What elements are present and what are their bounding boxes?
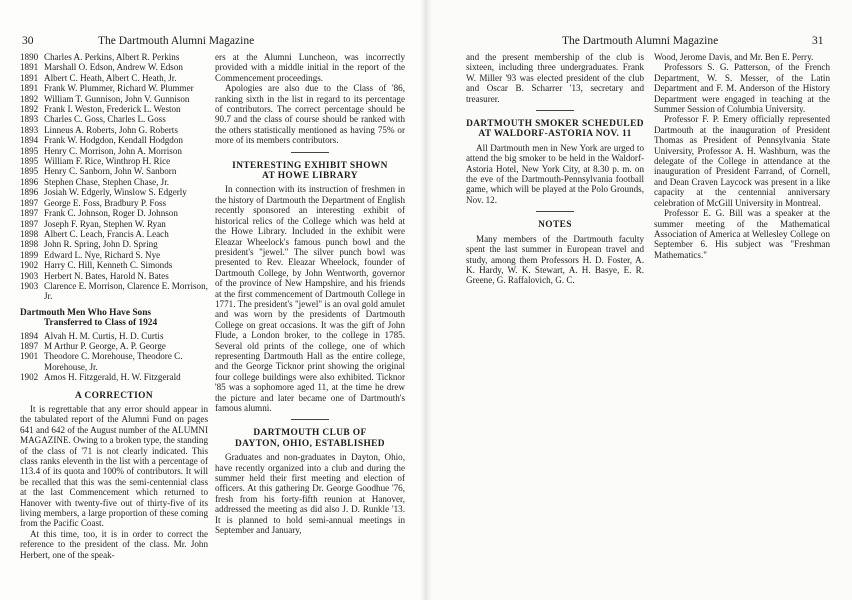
list-item: [20, 219, 208, 229]
member-names: William T. Gunnison, John V. Gunnison: [44, 93, 190, 104]
member-names: Clarence E. Morrison, Clarence E. Morrison, Jr.: [44, 280, 208, 302]
right-page: [426, 0, 852, 600]
list-item: [20, 94, 208, 104]
class-year: 1894: [20, 135, 39, 146]
list-item: [20, 372, 208, 382]
class-year: 1892: [20, 104, 39, 115]
list-item: [20, 229, 208, 239]
left-running-title: The Dartmouth Alumni Magazine: [98, 35, 255, 47]
member-names: Henry C. Sanborn, John W. Sanborn: [44, 166, 177, 177]
list-item: [20, 146, 208, 156]
list-item: [20, 271, 208, 281]
list-item: [20, 281, 208, 302]
smoker-paragraph: All Dartmouth men in New York are urged to attend the big smoker to be held in the Waldorf-Astoria Hotel, New York City, at 8.30 p. m. on the eve of the Dartmouth-Pennsylvania football game, which will be played at the Polo Grounds, Nov. 12.: [466, 142, 644, 205]
member-names: Frank W. Plummer, Richard W. Plummer: [44, 83, 194, 94]
smoker-heading: [466, 119, 644, 140]
section-rule: [291, 419, 329, 420]
member-names: Henry C. Morrison, John A. Morrison: [44, 145, 182, 156]
list-item: [20, 331, 208, 341]
list-item: [20, 83, 208, 93]
notes-continuation: Wood, Jerome Davis, and Mr. Ben E. Perry.: [654, 52, 814, 62]
correction-paragraph-2: At this time, too, it is in order to correct the reference to the president of the class. Mr. John Herbert, one of the speak-: [20, 528, 208, 560]
list-item: [20, 52, 208, 62]
correction-heading: A CORRECTION: [75, 390, 153, 401]
right-column-2: [654, 52, 830, 260]
member-names: Stephen Chase, Stephen Chase, Jr.: [44, 176, 170, 187]
list-item: [20, 104, 208, 114]
notes-paragraph: Many members of the Dartmouth faculty spent the last summer in European travel and study, among them Professors H. D. Foster, A. K. Hardy, W. K. Stewart, A. H. Basye, E. R. Greene, G. Raffalovich, G. C.: [466, 233, 644, 286]
class-year: 1896: [20, 176, 39, 187]
list-item: [20, 341, 208, 351]
list-item: [20, 73, 208, 83]
summer-session-paragraph: Professors S. G. Patterson, of the French Department, W. S. Messer, of the Latin Department and F. M. Anderson of the History Department were engaged in teaching at the Summer Session of Columbia University.: [654, 62, 830, 115]
right-running-title: The Dartmouth Alumni Magazine: [562, 35, 719, 47]
dayton-heading-line2: DAYTON, OHIO, ESTABLISHED: [235, 438, 385, 449]
class-year: 1893: [20, 114, 39, 125]
member-names: Charles A. Perkins, Albert R. Perkins: [44, 52, 180, 62]
class-year: 1903: [20, 280, 39, 291]
left-page-number: 30: [22, 35, 34, 47]
math-association-paragraph: Professor E. G. Bill was a speaker at the summer meeting of the Mathematical Association of America at Wellesley College on September 6. His subject was "Freshman Mathematics.": [654, 208, 830, 260]
class-year: 1902: [20, 260, 39, 271]
list-item: [20, 187, 208, 197]
list-item: [20, 198, 208, 208]
member-names: Joseph F. Ryan, Stephen W. Ryan: [44, 218, 166, 229]
list-item: [20, 260, 208, 270]
section-rule: [291, 152, 329, 153]
smoker-heading-line1: DARTMOUTH SMOKER SCHEDULED: [466, 119, 644, 130]
dayton-heading-line1: DARTMOUTH CLUB OF: [253, 428, 367, 439]
dayton-heading: [215, 428, 405, 449]
member-names: Linneus A. Roberts, John G. Roberts: [44, 124, 178, 135]
member-names: John R. Spring, John D. Spring: [44, 239, 158, 250]
exhibit-paragraph: In connection with its instruction of freshmen in the history of Dartmouth the Department of English recently sponsored an interesting exhibit of historical relics of the College which was held at the Howe Library. Included in the exhibit were Eleazar Wheelock's famous punch bowl and the president's "jewel." The silver punch bowl was presented to Rev. Eleazar Wheelock, founder of Dartmouth College, by John Wentworth, governor of the province of New Hampshire, and his friends at the first commencement of Dartmouth College in 1771. The president's "jewel" is an oval gold amulet and was worn by the presidents of Dartmouth College on great occasions. It was the gift of John Flude, a London broker, to the college in 1785. Several old prints of the college, one of which representing Dartmouth Hall as the entire college, and the George Ticknor print showing the original four college buildings were also exhibited. Ticknor '85 was a sophomore aged 11, at the time he drew the picture and later became one of Dartmouth's famous alumni.: [215, 184, 405, 413]
list-item: [20, 125, 208, 135]
exhibit-heading-line2: AT HOWE LIBRARY: [262, 171, 358, 182]
class-year: 1891: [20, 62, 39, 73]
class-year: 1892: [20, 93, 39, 104]
class-year: 1893: [20, 124, 39, 135]
class-year: 1898: [20, 228, 39, 239]
member-names: Marshall O. Edson, Andrew W. Edson: [44, 62, 183, 73]
class-list: [20, 52, 208, 302]
class-year: 1895: [20, 156, 39, 167]
apologies-paragraph: Apologies are also due to the Class of '86, ranking sixth in the list in regard to its percentage of contributors. The correct percentage should be 90.7 and the class of course should be ranked with the others statistically mentioned as having 75% or more of its members contributors.: [215, 83, 405, 146]
list-item: [20, 177, 208, 187]
list-item: [20, 114, 208, 124]
member-names: Josiah W. Edgerly, Winslow S. Edgerly: [44, 187, 187, 198]
class-year: 1890: [20, 52, 39, 62]
class-year: 1897: [20, 340, 39, 351]
member-names: Alvah H. M. Curtis, H. D. Curtis: [44, 330, 164, 341]
class-year: 1901: [20, 351, 39, 362]
exhibit-heading-line1: INTERESTING EXHIBIT SHOWN: [232, 160, 388, 171]
member-names: Herbert N. Bates, Harold N. Bates: [44, 270, 169, 281]
class-year: 1897: [20, 197, 39, 208]
class-year: 1895: [20, 145, 39, 156]
list-item: [20, 135, 208, 145]
list-item: [20, 250, 208, 260]
exhibit-heading: [215, 161, 405, 182]
member-names: William F. Rice, Winthrop H. Rice: [44, 156, 171, 167]
class-year: 1897: [20, 208, 39, 219]
class-year: 1895: [20, 166, 39, 177]
sons-heading-line2: Transferred to Class of 1924: [44, 318, 158, 329]
member-names: Frank C. Johnson, Roger D. Johnson: [44, 208, 178, 219]
delegates-paragraph: Professor F. P. Emery officially represented Dartmouth at the inauguration of President Thomas as President of Pennsylvania State University, Professor A. H. Washburn, was the delegate of the College in attendance at the inauguration of President Farrand, of Cornell, and Dean Craven Laycock was present in a like capacity at the centennial anniversary celebration of McGill University in Montreal.: [654, 114, 830, 208]
right-column-1: [466, 52, 644, 286]
class-year: 1891: [20, 72, 39, 83]
list-item: [20, 239, 208, 249]
list-item: [20, 62, 208, 72]
member-names: Frank I. Weston, Frederick L. Weston: [44, 104, 181, 115]
section-rule: [536, 110, 574, 111]
member-names: Edward L. Nye, Richard S. Nye: [44, 249, 161, 260]
left-column-2: [215, 52, 405, 535]
luncheon-continuation: ers at the Alumni Luncheon, was incorrectly provided with a middle initial in the report of the Commencement proceedings.: [215, 52, 405, 83]
class-year: 1898: [20, 239, 39, 250]
class-year: 1899: [20, 249, 39, 260]
sons-list: [20, 331, 208, 383]
member-names: M Arthur P. George, A. P. George: [44, 340, 166, 351]
sons-heading-line1: Dartmouth Men Who Have Sons: [20, 307, 152, 318]
smoker-heading-line2: AT WALDORF-ASTORIA NOV. 11: [478, 129, 632, 140]
class-year: 1891: [20, 83, 39, 94]
class-year: 1897: [20, 218, 39, 229]
left-column-1: [20, 52, 208, 560]
list-item: [20, 156, 208, 166]
list-item: [20, 166, 208, 176]
correction-paragraph-1: It is regrettable that any error should appear in the tabulated report of the Alumni Fund on pages 641 and 642 of the August number of the ALUMNI MAGAZINE. Owing to a broken type, the standing of the class of '71 is not clearly indicated. This class ranks eleventh in the list with a percentage of 113.4 of its quota and 100% of contributors. It will be recalled that this was the semi-centennial class at the last Commencement which returned to Hanover with twenty-five out of thirty-five of its living members, a large proportion of these coming from the Pacific Coast.: [20, 404, 208, 529]
notes-heading: NOTES: [538, 220, 572, 231]
class-year: 1902: [20, 372, 39, 383]
page-gutter: [420, 0, 432, 600]
member-names: Albert C. Heath, Albert C. Heath, Jr.: [44, 72, 177, 83]
sons-heading: [20, 308, 208, 329]
member-names: Theodore C. Morehouse, Theodore C. Morehouse, Jr.: [44, 351, 183, 372]
member-names: Harry C. Hill, Kenneth C. Simonds: [44, 260, 173, 271]
right-page-number: 31: [812, 35, 824, 47]
dayton-paragraph: Graduates and non-graduates in Dayton, Ohio, have recently organized into a club and during the summer held their first meeting and election of officers. At this gathering Dr. George Goodhue '76, fresh from his forty-fifth reunion at Hanover, addressed the meeting as did also J. D. Runkle '13. It is planned to hold semi-annual meetings in September and January,: [215, 452, 405, 536]
member-names: Charles C. Goss, Charles L. Goss: [44, 114, 166, 125]
section-rule: [536, 211, 574, 212]
class-year: 1896: [20, 187, 39, 198]
member-names: Amos H. Fitzgerald, H. W. Fitzgerald: [44, 372, 181, 383]
list-item: [20, 351, 208, 372]
member-names: Albert C. Leach, Francis A. Leach: [44, 228, 169, 239]
member-names: Frank W. Hodgdon, Kendall Hodgdon: [44, 135, 183, 146]
dayton-continuation: and the present membership of the club is sixteen, including three undergraduates. Frank W. Miller '93 was elected president of the club and Oscar B. Scharrer '13, secretary and treasurer.: [466, 52, 644, 104]
list-item: [20, 208, 208, 218]
class-year: 1903: [20, 270, 39, 281]
class-year: 1894: [20, 330, 39, 341]
member-names: George E. Foss, Bradbury P. Foss: [44, 197, 167, 208]
